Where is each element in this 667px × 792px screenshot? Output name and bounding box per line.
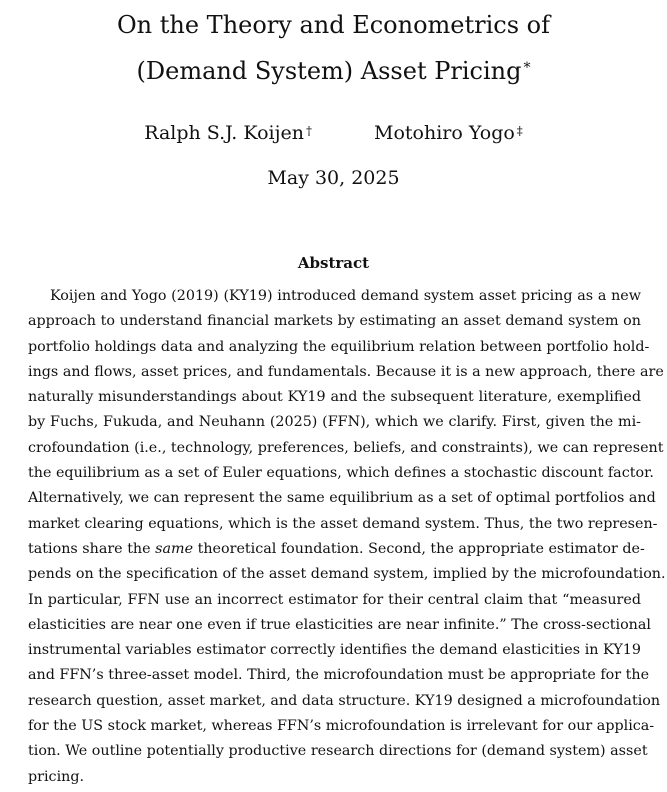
abstract-line: ings and flows, asset prices, and fundamentals. Because it is a new approach, there are bbox=[28, 363, 664, 380]
paper-title-line-1 bbox=[0, 10, 667, 40]
abstract-line: crofoundation (i.e., technology, preferences, beliefs, and constraints), we can represent bbox=[28, 439, 664, 456]
abstract-line: Alternatively, we can represent the same equilibrium as a set of optimal portfolios and bbox=[28, 490, 656, 507]
emphasized-word: same bbox=[155, 540, 194, 557]
abstract-line: elasticities are near one even if true elasticities are near infinite.” The cross-sectional bbox=[28, 616, 651, 633]
abstract-line: for the US stock market, whereas FFN’s microfoundation is irrelevant for our applica- bbox=[28, 718, 655, 735]
author-name: Ralph S.J. Koijen bbox=[144, 122, 304, 144]
abstract-line-with-emphasis bbox=[28, 537, 645, 562]
title-footnote-mark[interactable]: * bbox=[523, 60, 531, 76]
author-list bbox=[0, 120, 667, 146]
abstract-line: Koijen and Yogo (2019) (KY19) introduced demand system asset pricing as a new bbox=[50, 288, 641, 304]
abstract-heading: Abstract bbox=[297, 254, 370, 272]
abstract-line: instrumental variables estimator correctly identifies the demand elasticities in KY19 bbox=[28, 642, 641, 659]
abstract-line: by Fuchs, Fukuda, and Neuhann (2025) (FFN), which we clarify. First, given the mi- bbox=[28, 414, 641, 431]
abstract-line: the equilibrium as a set of Euler equations, which defines a stochastic discount factor. bbox=[28, 465, 654, 482]
abstract-body bbox=[28, 284, 666, 790]
author-yogo bbox=[374, 120, 523, 146]
author-footnote-mark[interactable]: ‡ bbox=[516, 124, 523, 138]
author-footnote-mark[interactable]: † bbox=[305, 124, 312, 138]
title-line-1-text: On the Theory and Econometrics of bbox=[116, 11, 551, 39]
publication-date: May 30, 2025 bbox=[267, 167, 400, 189]
abstract-line: pricing. bbox=[28, 768, 85, 785]
abstract-line: pends on the specification of the asset demand system, implied by the microfoundation. bbox=[28, 566, 666, 583]
abstract-line: naturally misunderstandings about KY19 and the subsequent literature, exemplified bbox=[28, 389, 641, 406]
title-line-2-text: (Demand System) Asset Pricing bbox=[136, 57, 522, 85]
abstract-line: market clearing equations, which is the asset demand system. Thus, the two represen- bbox=[28, 515, 658, 532]
abstract-line: research question, asset market, and data structure. KY19 designed a microfoundation bbox=[28, 692, 661, 709]
abstract-line: and FFN’s three-asset model. Third, the microfoundation must be appropriate for the bbox=[28, 667, 650, 684]
abstract-text: tations share the bbox=[28, 540, 156, 557]
abstract-line: tion. We outline potentially productive research directions for (demand system) asset bbox=[28, 743, 648, 760]
abstract-text: theoretical foundation. Second, the appropriate estimator de- bbox=[193, 540, 645, 557]
abstract-line: portfolio holdings data and analyzing the equilibrium relation between portfolio hold- bbox=[28, 338, 650, 355]
author-name: Motohiro Yogo bbox=[374, 122, 515, 144]
author-koijen bbox=[144, 120, 312, 146]
abstract-line: In particular, FFN use an incorrect estimator for their central claim that “measured bbox=[28, 591, 641, 608]
paper-title-line-2 bbox=[0, 56, 667, 86]
abstract-line: approach to understand financial markets by estimating an asset demand system on bbox=[28, 313, 641, 330]
